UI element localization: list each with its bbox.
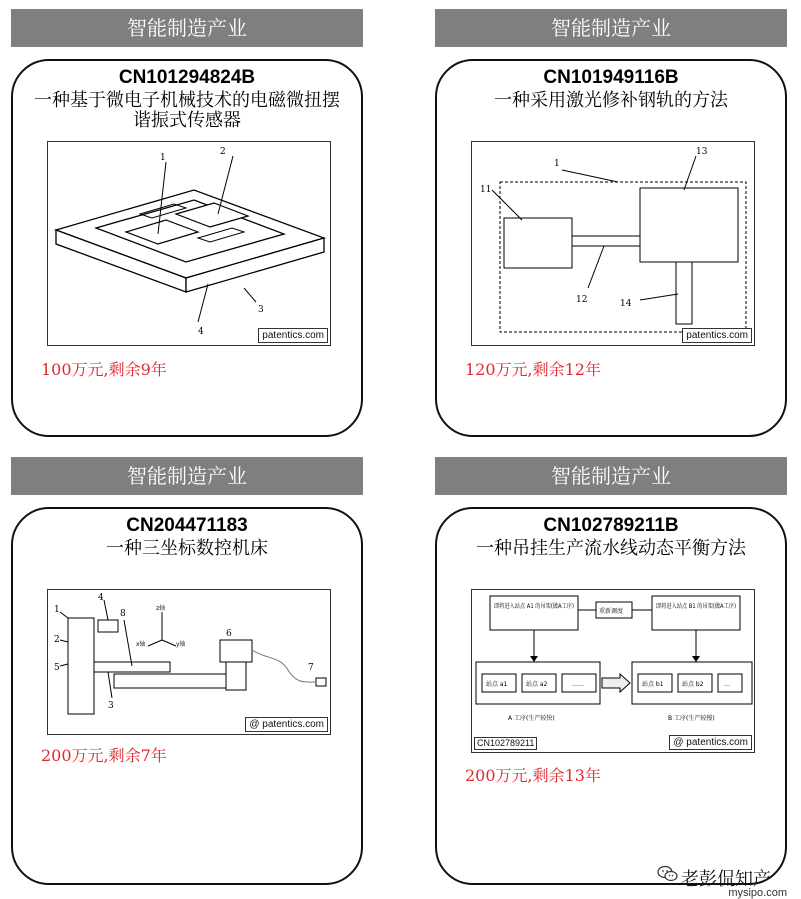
figure-code: CN102789211 <box>474 737 537 750</box>
sensor-drawing <box>48 142 330 345</box>
patent-title: 一种采用激光修补钢轨的方法 <box>494 90 728 111</box>
callout-5: 5 <box>54 663 60 673</box>
price-remaining: 100万元,剩余9年 <box>41 360 167 379</box>
watermark-text: 老彭侃知产 <box>681 869 771 890</box>
callout-2: 2 <box>220 147 226 157</box>
patent-figure <box>47 589 331 735</box>
industry-banner: 智能制造产业 <box>435 9 787 47</box>
patent-figure <box>47 141 331 346</box>
production-line-flowchart <box>472 590 754 752</box>
wechat-icon <box>657 865 679 887</box>
station-a1: 站点 a1 <box>486 681 508 688</box>
callout-8: 8 <box>120 609 126 619</box>
watermark <box>0 857 801 899</box>
patent-figure <box>471 141 755 346</box>
callout-7: 7 <box>308 663 314 673</box>
watermark-url: mysipo.com <box>728 887 787 899</box>
station-a-ellipsis: …… <box>572 681 584 688</box>
callout-1: 1 <box>554 159 560 169</box>
patent-id: CN101294824B <box>118 67 256 88</box>
patent-card[interactable] <box>435 507 787 885</box>
laser-repair-drawing <box>472 142 754 345</box>
callout-2: 2 <box>54 635 60 645</box>
industry-banner: 智能制造产业 <box>11 9 363 47</box>
patentics-credit: patentics.com <box>682 328 752 343</box>
patentics-credit: @ patentics.com <box>245 717 328 732</box>
callout-13: 13 <box>696 147 708 157</box>
patentics-credit: patentics.com <box>258 328 328 343</box>
callout-1: 1 <box>160 153 166 163</box>
price-remaining: 200万元,剩余13年 <box>465 766 601 785</box>
callout-3: 3 <box>258 305 264 315</box>
patent-title: 一种三坐标数控机床 <box>106 538 268 559</box>
patent-title: 一种吊挂生产流水线动态平衡方法 <box>476 538 746 559</box>
callout-11: 11 <box>480 185 492 195</box>
patent-id: CN101949116B <box>543 67 679 88</box>
callout-14: 14 <box>620 299 632 309</box>
callout-4: 4 <box>198 327 204 337</box>
price-remaining: 120万元,剩余12年 <box>465 360 601 379</box>
station-b-ellipsis: … <box>724 681 730 688</box>
patent-card[interactable] <box>11 507 363 885</box>
patent-card[interactable] <box>11 59 363 437</box>
axis-label-y: y轴 <box>176 641 186 648</box>
station-b2: 站点 b2 <box>682 681 704 688</box>
callout-4: 4 <box>98 593 104 603</box>
patentics-credit: @ patentics.com <box>669 735 752 750</box>
box-mid-text: 重新调度 <box>599 608 624 615</box>
patent-figure <box>471 589 755 753</box>
axis-label-x: x轴 <box>136 641 146 648</box>
patent-id: CN204471183 <box>126 515 248 536</box>
station-a2: 站点 a2 <box>526 681 548 688</box>
price-remaining: 200万元,剩余7年 <box>41 746 167 765</box>
callout-6: 6 <box>226 629 232 639</box>
caption-a: A 工序(生产较快) <box>508 715 555 722</box>
callout-12: 12 <box>576 295 588 305</box>
caption-b: B 工序(生产较慢) <box>668 715 715 722</box>
patent-id: CN102789211B <box>543 515 679 536</box>
box-left-text: 即将进入站点 A1 的吊架(做A工序) <box>494 603 587 610</box>
patent-card[interactable] <box>435 59 787 437</box>
industry-banner: 智能制造产业 <box>11 457 363 495</box>
callout-1: 1 <box>54 605 60 615</box>
station-b1: 站点 b1 <box>642 681 664 688</box>
box-right-text: 即将进入站点 B1 的吊架(做A工序) <box>656 603 749 610</box>
cnc-machine-drawing <box>48 590 330 734</box>
axis-label-z: z轴 <box>156 605 166 612</box>
industry-banner: 智能制造产业 <box>435 457 787 495</box>
callout-3: 3 <box>108 701 114 711</box>
patent-title: 一种基于微电子机械技术的电磁微扭摆谐振式传感器 <box>34 90 340 131</box>
